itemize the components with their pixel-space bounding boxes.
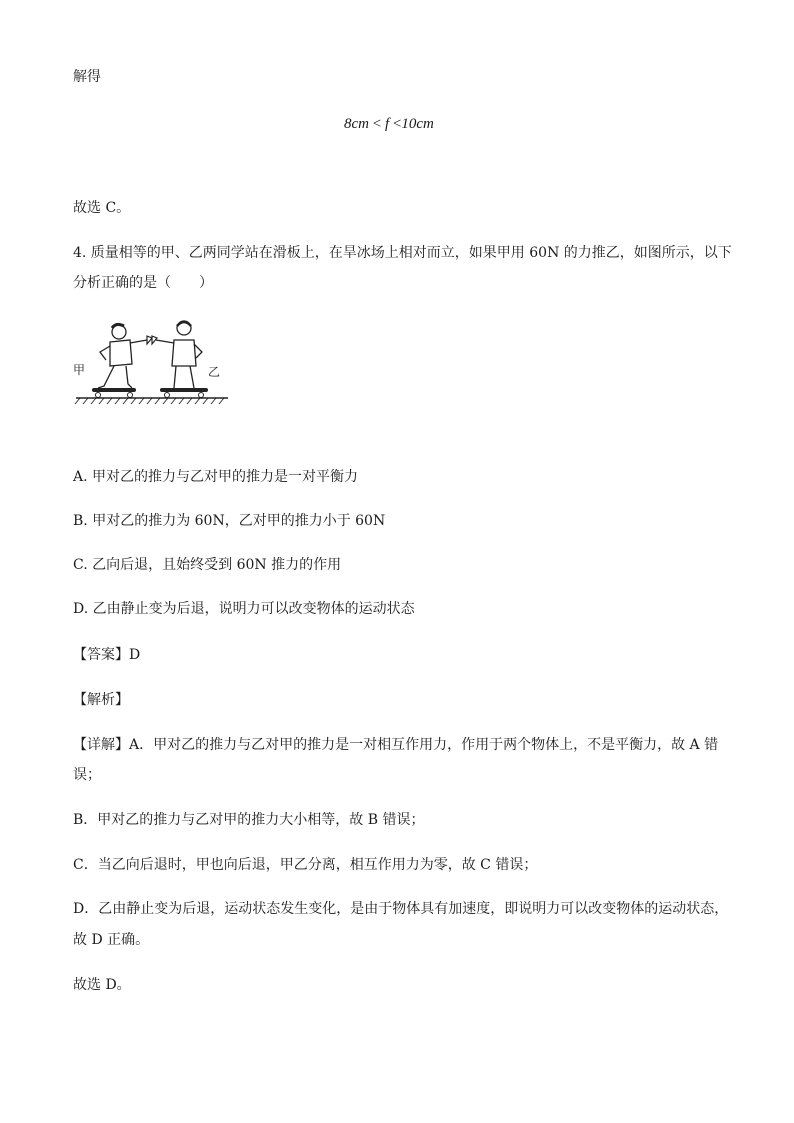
solve-label: 解得 (73, 69, 101, 85)
option-d: D. 乙由静止变为后退，说明力可以改变物体的运动状态 (73, 601, 415, 617)
option-b: B. 甲对乙的推力为 60N，乙对甲的推力小于 60N (73, 513, 386, 529)
question-line-1: 4. 质量相等的甲、乙两同学站在滑板上，在旱冰场上相对而立，如果甲用 60N 的力推乙，如图所示，以下 (73, 245, 732, 261)
skateboard-yi (160, 388, 208, 398)
formula-right: 10cm (401, 116, 434, 132)
figure-label-jia: 甲 (73, 363, 86, 377)
option-c: C. 乙向后退，且始终受到 60N 推力的作用 (73, 557, 342, 573)
inequality-formula (344, 116, 434, 133)
detail-a-line-2: 误； (73, 767, 101, 783)
detail-d-line-2: 故 D 正确。 (73, 932, 150, 948)
formula-op2: < (392, 116, 402, 132)
detail-c: C．当乙向后退时，甲也向后退，甲乙分离，相互作用力为零，故 C 错误； (73, 857, 538, 873)
question-line-2: 分析正确的是（ ） (73, 275, 213, 291)
detail-a-line-1: 【详解】A．甲对乙的推力与乙对甲的推力是一对相互作用力，作用于两个物体上，不是平衡力，故 A 错 (73, 737, 719, 753)
formula-mid: f (384, 116, 390, 132)
final-choice: 故选 D。 (73, 977, 131, 993)
analysis-header: 【解析】 (73, 692, 129, 708)
formula-op1: < (372, 116, 382, 132)
choose-c-text: 故选 C。 (73, 200, 131, 216)
detail-d-line-1: D．乙由静止变为后退，运动状态发生变化，是由于物体具有加速度，即说明力可以改变物体的运动状态， (73, 901, 729, 917)
person-yi (156, 321, 202, 388)
formula-left: 8cm (344, 116, 369, 132)
skateboard-jia (92, 388, 136, 398)
person-jia (98, 324, 147, 388)
detail-b: B．甲对乙的推力与乙对甲的推力大小相等，故 B 错误； (73, 812, 425, 828)
option-a: A. 甲对乙的推力与乙对甲的推力是一对平衡力 (73, 469, 359, 485)
figure-label-yi: 乙 (208, 365, 221, 379)
skateboard-push-figure (72, 318, 232, 410)
answer-label: 【答案】D (73, 647, 141, 663)
